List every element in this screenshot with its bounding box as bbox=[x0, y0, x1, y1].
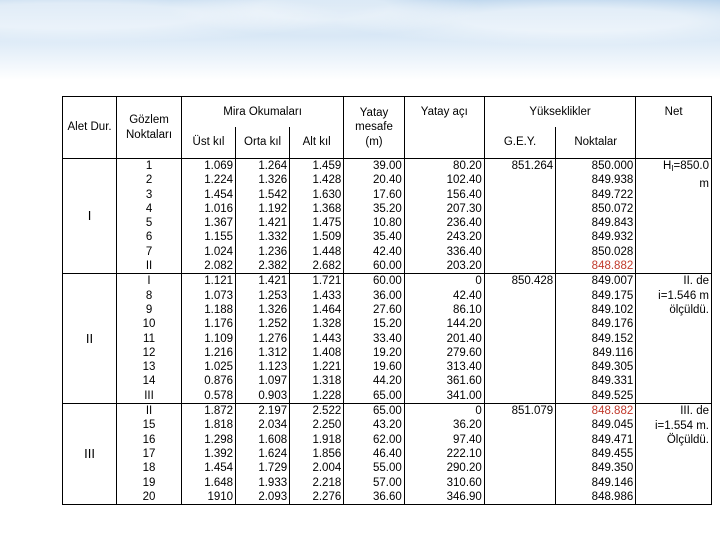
noktalar-value: 849.932 bbox=[591, 231, 634, 244]
ust-value: 1.069 bbox=[204, 160, 234, 172]
aci-value: 236.40 bbox=[446, 217, 482, 230]
station-label: I bbox=[63, 159, 117, 274]
ust-value: 1.188 bbox=[204, 303, 234, 316]
noktalar-value: 849.146 bbox=[591, 476, 634, 489]
orta-value: 1.608 bbox=[258, 433, 288, 446]
ust-value: 1.073 bbox=[204, 289, 234, 302]
background-gradient bbox=[0, 0, 720, 80]
alt-value: 1.509 bbox=[312, 231, 342, 244]
orta-value: 1.123 bbox=[258, 361, 288, 374]
mesafe-value: 42.40 bbox=[373, 245, 402, 258]
orta-value: 1.933 bbox=[258, 476, 288, 489]
ust-value: 1.872 bbox=[204, 405, 234, 418]
noktalar-value: 849.843 bbox=[591, 217, 634, 230]
points-value: 12 bbox=[142, 346, 156, 359]
points-value: 1 bbox=[145, 160, 153, 172]
alt-value: 1.328 bbox=[312, 318, 342, 331]
points-value: 19 bbox=[142, 476, 156, 489]
ust-value: 1.121 bbox=[204, 275, 234, 288]
ust-value: 1.155 bbox=[204, 231, 234, 244]
header-alt: Alt kıl bbox=[290, 127, 344, 159]
ust-cell bbox=[181, 404, 235, 505]
alt-value: 1.443 bbox=[312, 332, 342, 345]
header-mesafe: Yatay mesafe (m) bbox=[344, 97, 405, 159]
net-cell bbox=[636, 274, 712, 404]
aci-cell bbox=[404, 404, 484, 505]
mesafe-value: 35.20 bbox=[373, 202, 402, 215]
mesafe-value: 36.00 bbox=[373, 289, 402, 302]
noktalar-value: 850.028 bbox=[591, 245, 634, 258]
points-value: 18 bbox=[142, 462, 156, 475]
mesafe-value: 44.20 bbox=[373, 375, 402, 388]
ust-value: 1.454 bbox=[204, 462, 234, 475]
ust-value: 1.024 bbox=[204, 245, 234, 258]
net-note-line: ölçüldü. bbox=[669, 304, 709, 317]
noktalar-value: 849.305 bbox=[591, 361, 634, 374]
orta-value: 0.903 bbox=[258, 389, 288, 402]
header-aci: Yatay açı bbox=[404, 97, 484, 159]
alt-value: 1.433 bbox=[312, 289, 342, 302]
points-cell bbox=[117, 274, 182, 404]
noktalar-value: 849.102 bbox=[591, 303, 634, 316]
alt-value: 1.464 bbox=[312, 303, 342, 316]
aci-value: 80.20 bbox=[453, 160, 482, 172]
ust-value: 1.818 bbox=[204, 419, 234, 432]
orta-value: 1.253 bbox=[258, 289, 288, 302]
noktalar-value: 849.350 bbox=[591, 462, 634, 475]
mesafe-value: 33.40 bbox=[373, 332, 402, 345]
leveling-table bbox=[62, 96, 712, 505]
orta-value: 1.276 bbox=[258, 332, 288, 345]
noktalar-value: 849.007 bbox=[591, 275, 634, 288]
points-value: 2 bbox=[145, 174, 153, 187]
aci-value: 102.40 bbox=[446, 174, 482, 187]
alt-cell bbox=[290, 274, 344, 404]
ust-value: 1.176 bbox=[204, 318, 234, 331]
points-value: III bbox=[144, 389, 154, 402]
mesafe-value: 17.60 bbox=[373, 188, 402, 201]
mesafe-value: 60.00 bbox=[373, 275, 402, 288]
mesafe-cell bbox=[344, 274, 405, 404]
gey-cell bbox=[484, 404, 555, 505]
mesafe-value: 57.00 bbox=[373, 476, 402, 489]
noktalar-value: 850.000 bbox=[591, 160, 634, 172]
orta-cell bbox=[236, 404, 290, 505]
header-gozlem: Gözlem Noktaları bbox=[117, 97, 182, 159]
points-value: 9 bbox=[145, 303, 153, 316]
mesafe-value: 43.20 bbox=[373, 419, 402, 432]
noktalar-cell bbox=[556, 404, 636, 505]
mesafe-value: 15.20 bbox=[373, 318, 402, 331]
orta-value: 1.332 bbox=[258, 231, 288, 244]
alt-value: 1.475 bbox=[312, 217, 342, 230]
alt-value: 1.630 bbox=[312, 188, 342, 201]
ust-value: 2.082 bbox=[204, 260, 234, 273]
points-value: 11 bbox=[143, 332, 155, 345]
noktalar-value: 849.152 bbox=[591, 332, 634, 345]
gey-cell bbox=[484, 159, 555, 274]
aci-value: 156.40 bbox=[446, 188, 482, 201]
alt-value: 1.228 bbox=[312, 389, 342, 402]
net-note-line: Ölçüldü. bbox=[666, 434, 709, 447]
noktalar-value: 849.176 bbox=[591, 318, 634, 331]
alt-value: 2.250 bbox=[312, 419, 342, 432]
noktalar-value: 849.525 bbox=[591, 389, 634, 402]
aci-value: 222.10 bbox=[446, 447, 482, 460]
alt-value: 2.276 bbox=[312, 490, 342, 503]
alt-value: 1.408 bbox=[312, 346, 342, 359]
orta-value: 2.093 bbox=[258, 490, 288, 503]
orta-value: 1.252 bbox=[258, 318, 288, 331]
orta-value: 2.197 bbox=[258, 405, 288, 418]
net-note-line: III. de bbox=[680, 405, 709, 418]
noktalar-value: 848.882 bbox=[591, 405, 634, 418]
noktalar-value: 849.471 bbox=[591, 433, 634, 446]
noktalar-value: 849.331 bbox=[591, 375, 634, 388]
orta-value: 1.542 bbox=[258, 188, 288, 201]
mesafe-value: 20.40 bbox=[373, 174, 402, 187]
mesafe-cell bbox=[344, 404, 405, 505]
mesafe-value: 65.00 bbox=[373, 405, 402, 418]
mesafe-value: 65.00 bbox=[373, 389, 402, 402]
noktalar-cell bbox=[556, 159, 636, 274]
noktalar-value: 849.045 bbox=[591, 419, 634, 432]
alt-value: 1.856 bbox=[312, 447, 342, 460]
points-value: 6 bbox=[145, 231, 153, 244]
station-group-row bbox=[63, 274, 712, 404]
points-value: 8 bbox=[145, 289, 153, 302]
noktalar-value: 850.072 bbox=[591, 202, 634, 215]
header-ust: Üst kıl bbox=[181, 127, 235, 159]
net-note-line: II. de bbox=[683, 275, 709, 288]
alt-value: 1.368 bbox=[312, 202, 342, 215]
noktalar-cell bbox=[556, 274, 636, 404]
alt-value: 1.428 bbox=[312, 174, 342, 187]
mesafe-value: 55.00 bbox=[373, 462, 402, 475]
header-noktalar: Noktalar bbox=[556, 127, 636, 159]
ust-value: 1.025 bbox=[204, 361, 234, 374]
alt-value: 2.522 bbox=[312, 405, 342, 418]
points-cell bbox=[117, 159, 182, 274]
mesafe-value: 39.00 bbox=[373, 160, 402, 172]
aci-cell bbox=[404, 274, 484, 404]
net-note-line: i=1.554 m. bbox=[654, 419, 709, 432]
station-label: II bbox=[63, 274, 117, 404]
alt-cell bbox=[290, 159, 344, 274]
net-note-line: i=1.546 m bbox=[658, 289, 709, 302]
mesafe-value: 27.60 bbox=[373, 303, 402, 316]
ust-value: 0.578 bbox=[204, 389, 234, 402]
aci-value: 346.90 bbox=[446, 490, 482, 503]
aci-value: 0 bbox=[475, 275, 482, 288]
mesafe-value: 35.40 bbox=[373, 231, 402, 244]
ust-value: 1.648 bbox=[204, 476, 234, 489]
header-mira: Mira Okumaları bbox=[181, 97, 343, 127]
alt-cell bbox=[290, 404, 344, 505]
noktalar-value: 849.455 bbox=[591, 447, 634, 460]
alt-value: 1.221 bbox=[312, 361, 342, 374]
ust-value: 1.109 bbox=[204, 332, 234, 345]
points-value: 7 bbox=[145, 245, 153, 258]
aci-value: 279.60 bbox=[446, 346, 482, 359]
points-value: II bbox=[145, 405, 153, 418]
noktalar-value: 849.722 bbox=[591, 188, 634, 201]
points-value: 3 bbox=[145, 188, 153, 201]
aci-value: 341.00 bbox=[446, 389, 482, 402]
header-alet: Alet Dur. bbox=[63, 97, 117, 159]
alt-value: 2.218 bbox=[312, 476, 342, 489]
mesafe-value: 62.00 bbox=[373, 433, 402, 446]
points-value: 4 bbox=[145, 202, 153, 215]
alt-value: 1.918 bbox=[312, 433, 342, 446]
ust-value: 1.367 bbox=[204, 217, 234, 230]
alt-value: 1.459 bbox=[312, 160, 342, 172]
noktalar-value: 849.175 bbox=[591, 289, 634, 302]
alt-value: 1.448 bbox=[312, 245, 342, 258]
points-value: 10 bbox=[142, 318, 156, 331]
ust-value: 1.392 bbox=[204, 447, 234, 460]
mesafe-value: 19.20 bbox=[373, 346, 402, 359]
ust-value: 1.216 bbox=[204, 346, 234, 359]
station-label: III bbox=[63, 404, 117, 505]
points-value: 20 bbox=[142, 490, 156, 503]
points-value: 5 bbox=[145, 217, 153, 230]
orta-value: 1.264 bbox=[258, 160, 288, 172]
ust-value: 1.224 bbox=[204, 174, 234, 187]
orta-cell bbox=[236, 274, 290, 404]
gey-value: 850.428 bbox=[511, 275, 554, 288]
header-net: Net bbox=[636, 97, 712, 159]
aci-value: 86.10 bbox=[453, 303, 482, 316]
noktalar-value: 848.882 bbox=[591, 260, 634, 273]
mesafe-value: 46.40 bbox=[373, 447, 402, 460]
ust-value: 1.016 bbox=[204, 202, 234, 215]
net-cell bbox=[636, 404, 712, 505]
alt-value: 1.318 bbox=[312, 375, 342, 388]
ust-cell bbox=[181, 274, 235, 404]
net-cell bbox=[636, 159, 712, 274]
mesafe-value: 60.00 bbox=[373, 260, 402, 273]
ust-value: 1.298 bbox=[204, 433, 234, 446]
net-note-line: m bbox=[699, 177, 709, 190]
net-note-line: $H_I=850.0$ bbox=[662, 160, 709, 173]
noktalar-value: 849.938 bbox=[591, 174, 634, 187]
ust-cell bbox=[181, 159, 235, 274]
header-yukseklik: Yükseklikler bbox=[484, 97, 635, 127]
aci-value: 207.30 bbox=[446, 202, 482, 215]
ust-value: 1910 bbox=[207, 490, 234, 503]
aci-value: 0 bbox=[475, 405, 482, 418]
points-value: I bbox=[147, 275, 151, 288]
aci-value: 336.40 bbox=[446, 245, 482, 258]
orta-value: 1.729 bbox=[258, 462, 288, 475]
aci-value: 203.20 bbox=[446, 260, 482, 273]
ust-value: 0.876 bbox=[204, 375, 234, 388]
points-value: 15 bbox=[142, 419, 156, 432]
station-group-row bbox=[63, 159, 712, 274]
orta-value: 2.034 bbox=[258, 419, 288, 432]
aci-value: 290.20 bbox=[446, 462, 482, 475]
points-value: 13 bbox=[142, 361, 156, 374]
gey-value: 851.264 bbox=[511, 160, 554, 172]
orta-value: 1.312 bbox=[258, 346, 288, 359]
mesafe-value: 19.60 bbox=[373, 361, 402, 374]
points-cell bbox=[117, 404, 182, 505]
header-orta: Orta kıl bbox=[236, 127, 290, 159]
orta-value: 1.421 bbox=[258, 275, 288, 288]
aci-value: 310.60 bbox=[446, 476, 482, 489]
orta-value: 1.326 bbox=[258, 174, 288, 187]
gey-value: 851.079 bbox=[511, 405, 554, 418]
aci-value: 42.40 bbox=[453, 289, 482, 302]
aci-value: 144.20 bbox=[446, 318, 482, 331]
orta-value: 1.421 bbox=[258, 217, 288, 230]
orta-value: 1.624 bbox=[258, 447, 288, 460]
orta-value: 2.382 bbox=[258, 260, 288, 273]
aci-cell bbox=[404, 159, 484, 274]
points-value: 16 bbox=[142, 433, 156, 446]
aci-value: 313.40 bbox=[446, 361, 482, 374]
aci-value: 361.60 bbox=[446, 375, 482, 388]
orta-cell bbox=[236, 159, 290, 274]
aci-value: 36.20 bbox=[453, 419, 482, 432]
alt-value: 2.004 bbox=[312, 462, 342, 475]
station-group-row bbox=[63, 404, 712, 505]
mesafe-cell bbox=[344, 159, 405, 274]
ust-value: 1.454 bbox=[204, 188, 234, 201]
orta-value: 1.192 bbox=[258, 202, 288, 215]
noktalar-value: 849.116 bbox=[592, 346, 634, 359]
orta-value: 1.326 bbox=[258, 303, 288, 316]
mesafe-value: 36.60 bbox=[373, 490, 402, 503]
aci-value: 201.40 bbox=[446, 332, 482, 345]
mesafe-value: 10.80 bbox=[373, 217, 402, 230]
points-value: 14 bbox=[142, 375, 156, 388]
points-value: II bbox=[145, 260, 153, 273]
alt-value: 1.721 bbox=[312, 275, 342, 288]
aci-value: 97.40 bbox=[453, 433, 482, 446]
points-value: 17 bbox=[142, 447, 156, 460]
orta-value: 1.097 bbox=[258, 375, 288, 388]
alt-value: 2.682 bbox=[312, 260, 342, 273]
noktalar-value: 848.986 bbox=[591, 490, 634, 503]
orta-value: 1.236 bbox=[258, 245, 288, 258]
aci-value: 243.20 bbox=[446, 231, 482, 244]
gey-cell bbox=[484, 274, 555, 404]
header-gey: G.E.Y. bbox=[484, 127, 555, 159]
